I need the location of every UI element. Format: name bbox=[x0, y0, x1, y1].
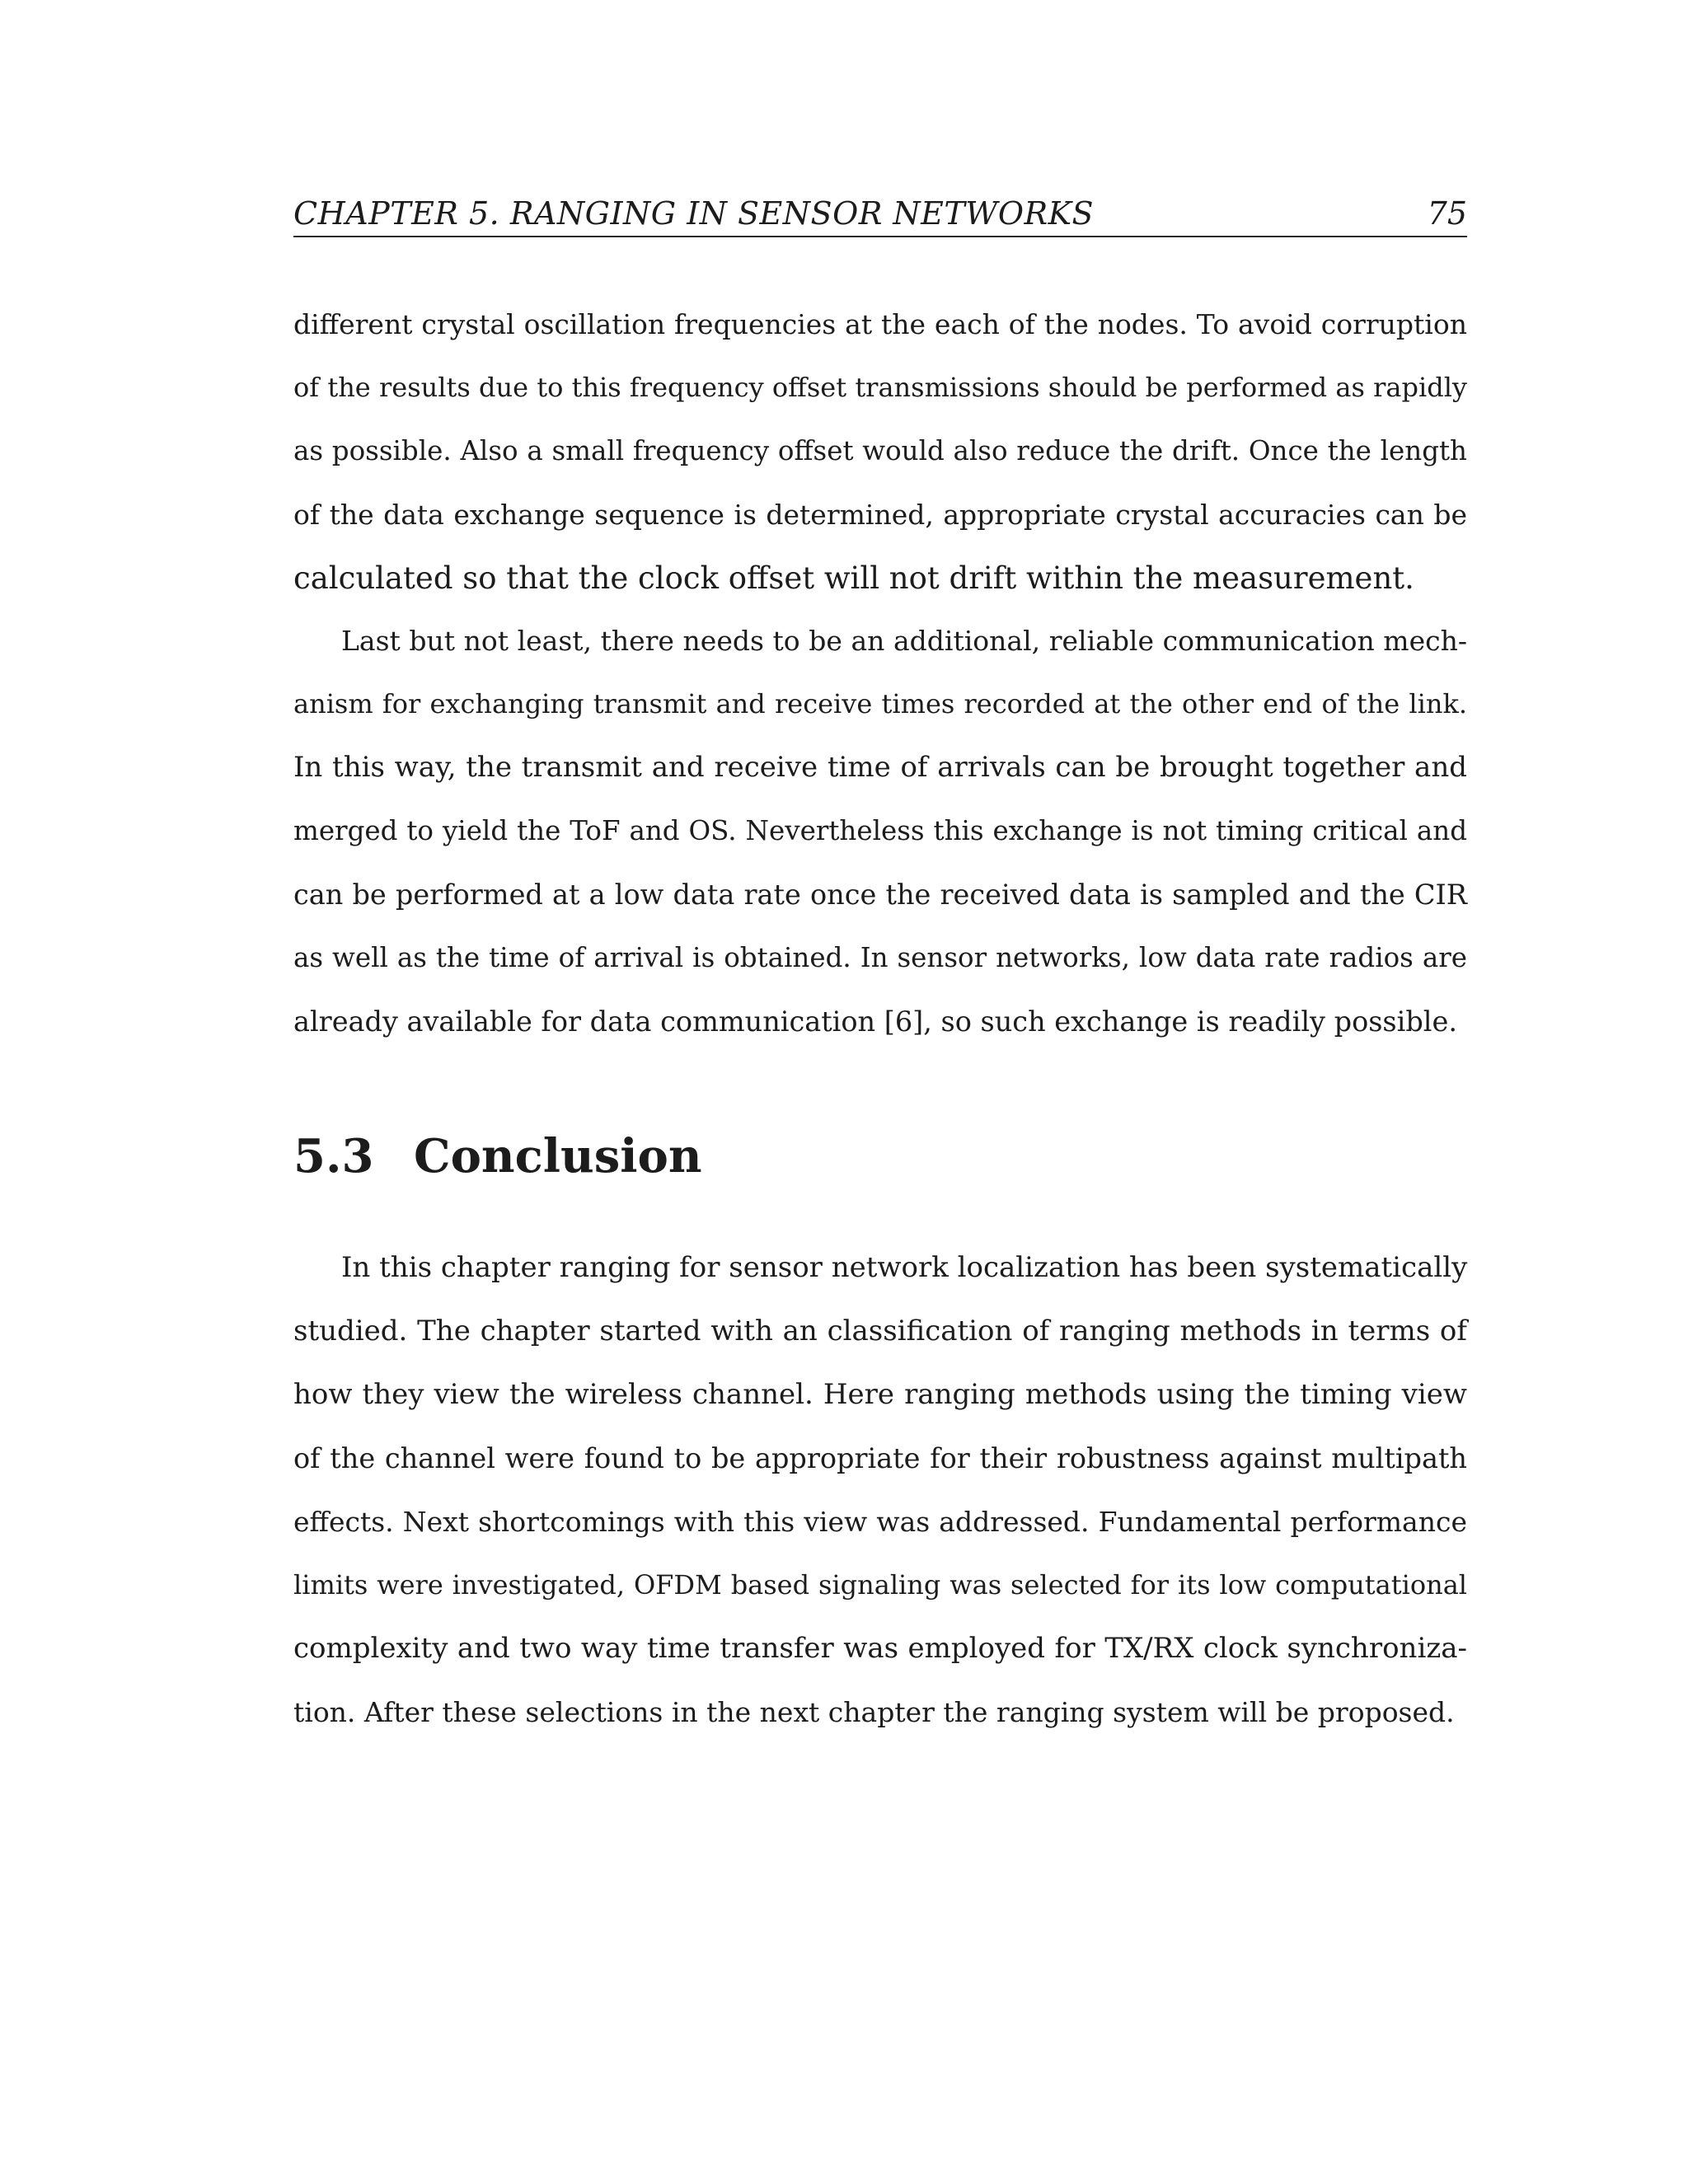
page-number: 75 bbox=[1427, 195, 1467, 232]
section-heading bbox=[293, 1127, 702, 1185]
paragraph-3 bbox=[293, 1236, 1467, 1744]
text-line: different crystal oscillation frequencies at the each of the nodes. To avoid corruption bbox=[293, 308, 1467, 340]
text-line: complexity and two way time transfer was employed for TX/RX clock synchroniza- bbox=[293, 1632, 1467, 1665]
text-line: studied. The chapter started with an classification of ranging methods in terms of bbox=[293, 1315, 1467, 1347]
paragraph-2 bbox=[293, 609, 1467, 1053]
text-line: In this way, the transmit and receive time of arrivals can be brought together and bbox=[293, 751, 1467, 784]
text-line: how they view the wireless channel. Here ranging methods using the timing view bbox=[293, 1378, 1467, 1411]
text-line: as well as the time of arrival is obtained. In sensor networks, low data rate radios are bbox=[293, 942, 1467, 973]
text-line: effects. Next shortcomings with this view was addressed. Fundamental performance bbox=[293, 1506, 1467, 1538]
text-line: of the channel were found to be appropriate for their robustness against multipath bbox=[293, 1442, 1467, 1474]
text-line: can be performed at a low data rate once the received data is sampled and the CIR bbox=[293, 879, 1467, 911]
paragraph-1 bbox=[293, 293, 1467, 610]
text-line: as possible. Also a small frequency offset would also reduce the drift. Once the length bbox=[293, 435, 1467, 466]
text-line: Last but not least, there needs to be an additional, reliable communication mech- bbox=[341, 625, 1467, 657]
text-line: tion. After these selections in the next chapter the ranging system will be proposed. bbox=[293, 1696, 1455, 1728]
text-line: of the data exchange sequence is determined, appropriate crystal accuracies can be bbox=[293, 499, 1467, 531]
text-line: already available for data communication [6], so such exchange is readily possible. bbox=[293, 1005, 1457, 1038]
text-line: limits were investigated, OFDM based signaling was selected for its low computational bbox=[293, 1569, 1467, 1601]
text-line: In this chapter ranging for sensor network localization has been systematically bbox=[341, 1251, 1468, 1284]
text-line: anism for exchanging transmit and receive times recorded at the other end of the link. bbox=[293, 688, 1467, 719]
text-line: of the results due to this frequency offset transmissions should be performed as rapidly bbox=[293, 372, 1467, 403]
text-line: calculated so that the clock offset will not drift within the measurement. bbox=[293, 560, 1414, 596]
section-title: Conclusion bbox=[414, 1129, 702, 1183]
section-number: 5.3 bbox=[293, 1129, 374, 1183]
text-line: merged to yield the ToF and OS. Nevertheless this exchange is not timing critical and bbox=[293, 815, 1467, 846]
running-head bbox=[293, 191, 1467, 237]
running-title: CHAPTER 5. RANGING IN SENSOR NETWORKS bbox=[293, 195, 1095, 232]
